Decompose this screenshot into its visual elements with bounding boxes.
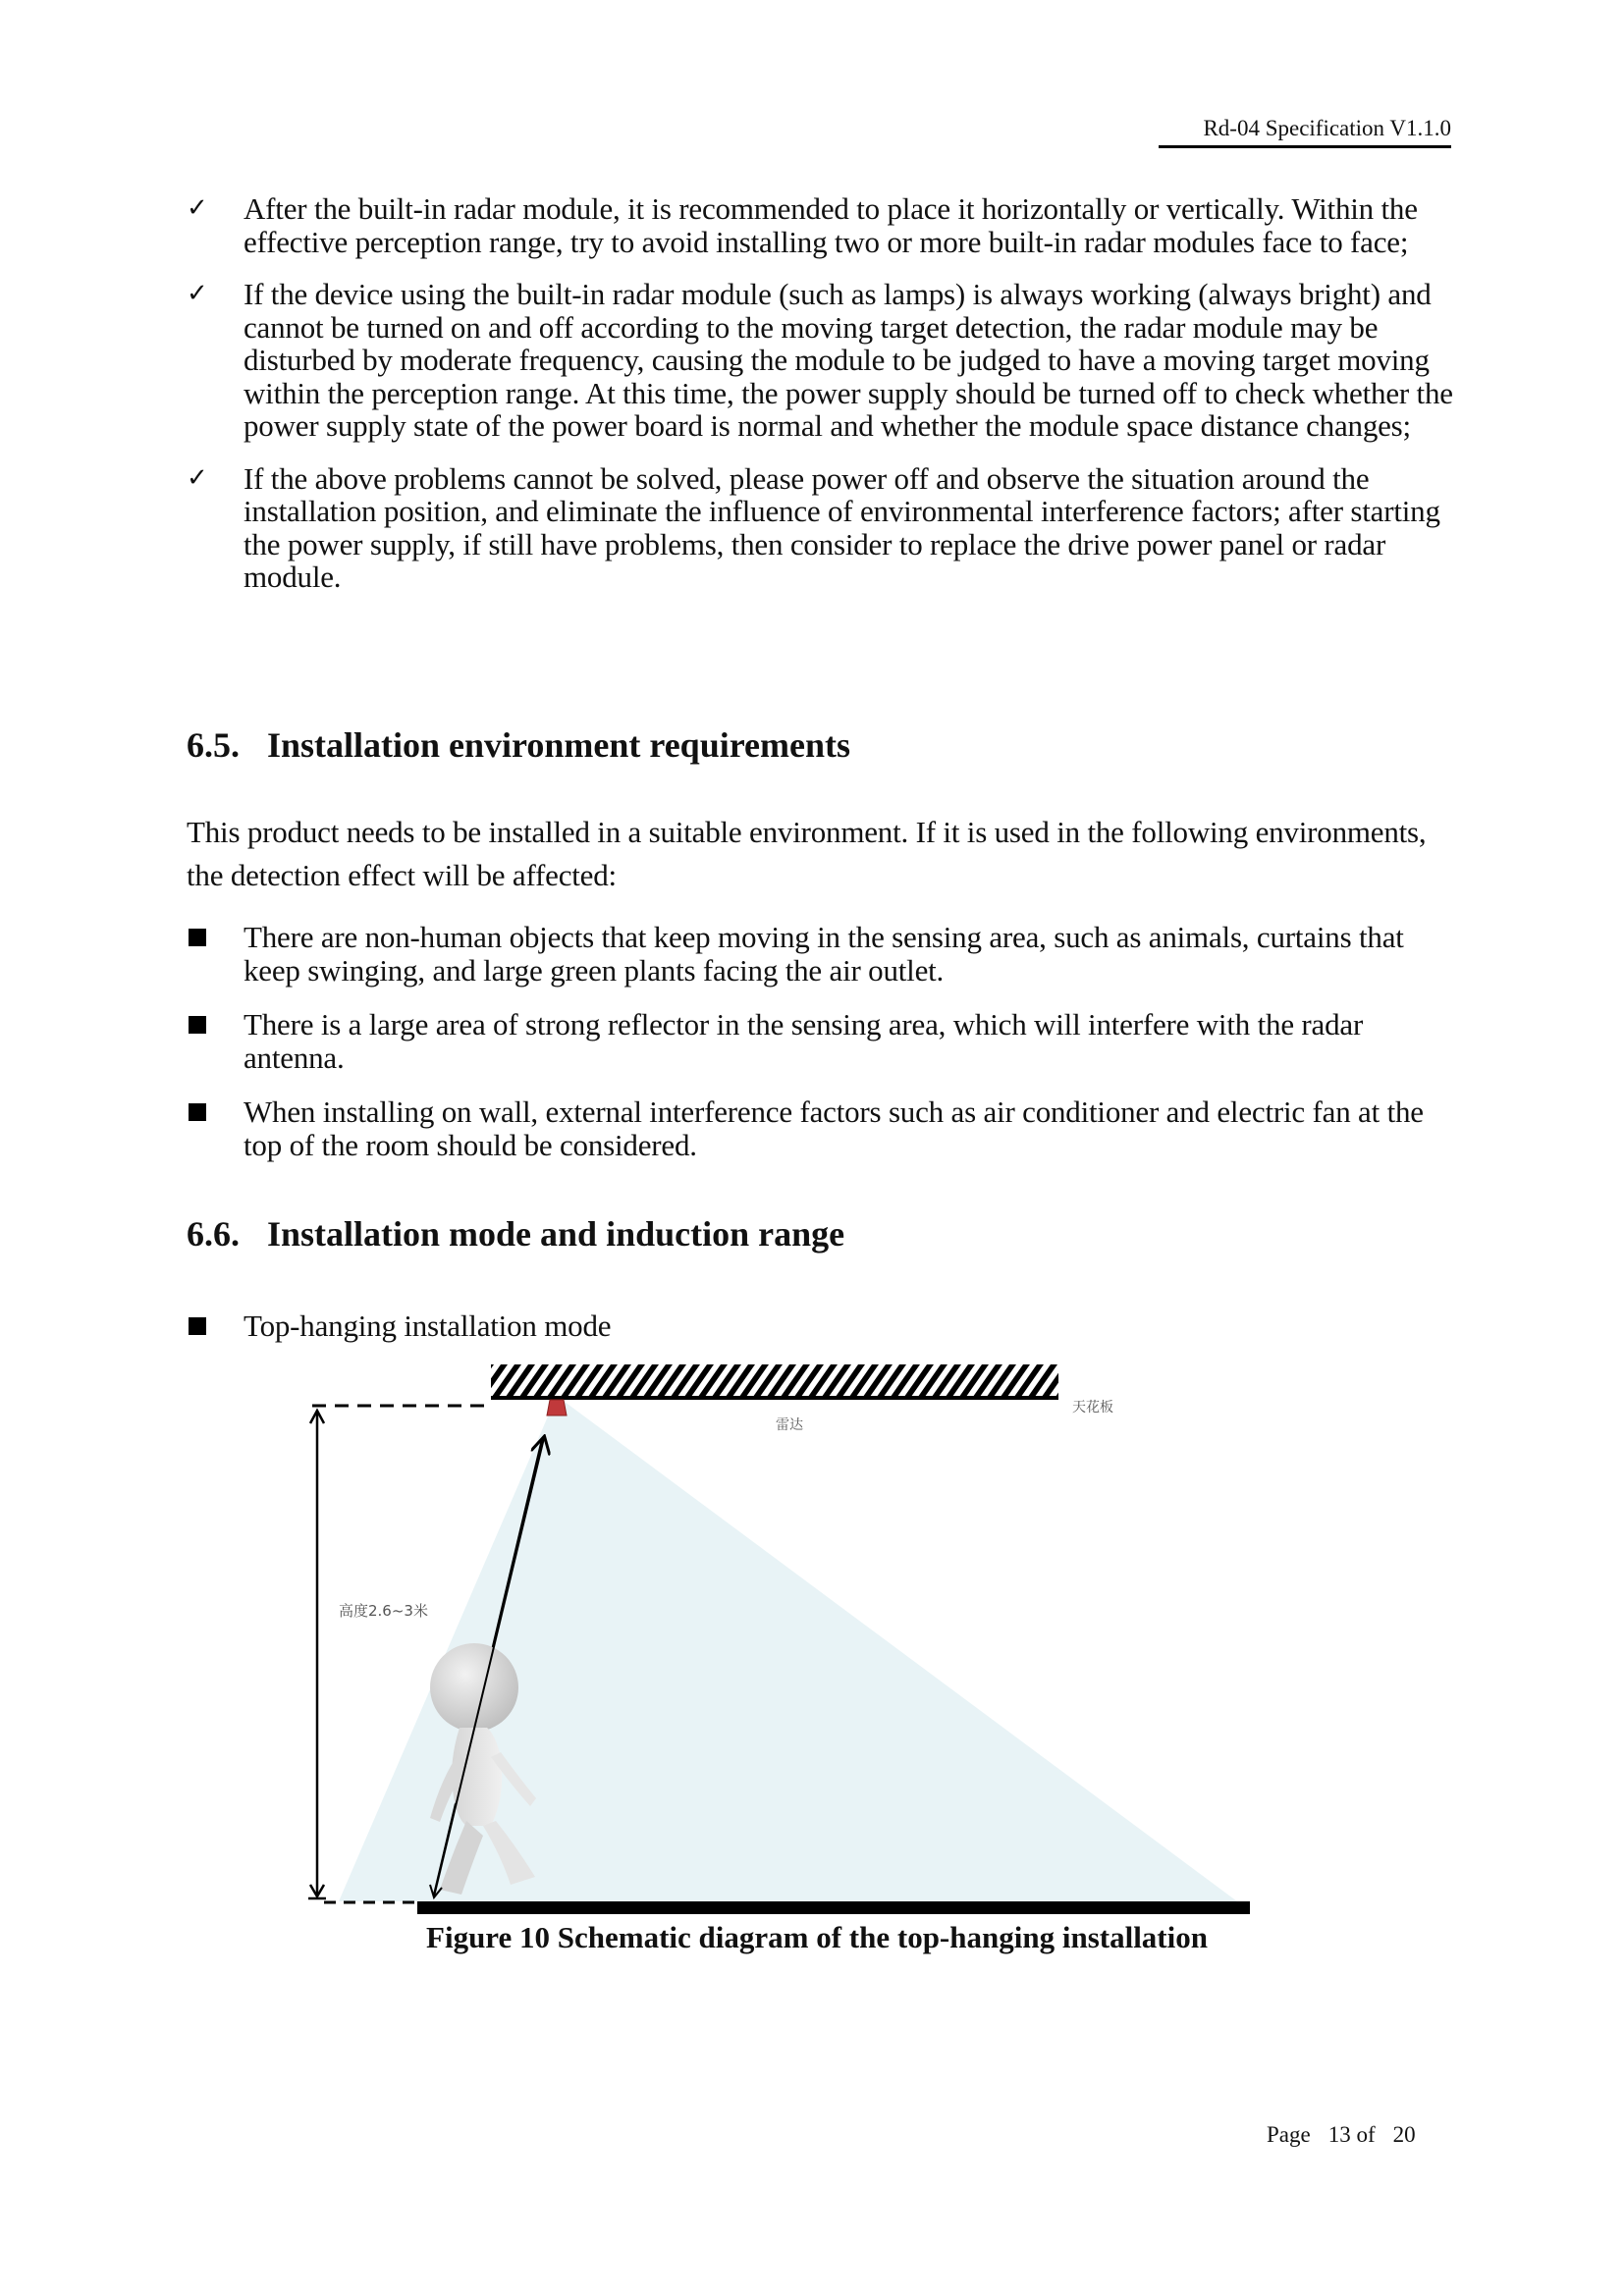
list-item-text: Top-hanging installation mode [244,1308,612,1343]
list-item [187,192,1463,258]
square-bullet-icon [189,1016,206,1034]
list-item-text: If the device using the built-in radar module (such as lamps) is always working (always bright) and cannot be turned on and off according to the moving target detection, the radar module may be disturbed by moderate frequency, causing the module to be judged to have a moving target moving within the perception range. At this time, the power supply should be turned off to check whether the power supply state of the power board is normal and whether the module space distance changes; [244,277,1453,443]
list-item-text: There is a large area of strong reflector in the sensing area, which will interfere with the radar antenna. [244,1007,1364,1075]
list-item [187,278,1463,443]
list-item [187,921,1463,987]
square-bullet-icon [189,1103,206,1121]
page-footer [1267,2122,1416,2148]
diagram-svg [295,1364,1276,1914]
section-heading-6-6 [187,1213,844,1255]
square-bullet-icon [189,929,206,946]
page-label: Page [1267,2122,1311,2147]
checkmark-icon: ✓ [187,462,208,493]
radar-label: 雷达 [776,1417,803,1433]
checkmark-icon: ✓ [187,193,208,223]
installation-diagram [295,1364,1276,1914]
document-header [1159,116,1451,148]
environment-list [187,921,1463,1161]
square-bullet-icon [189,1317,206,1335]
section-title: Installation environment requirements [267,725,851,765]
section-title: Installation mode and induction range [267,1214,845,1254]
height-label: 高度2.6~3米 [339,1602,428,1620]
section-heading-6-5 [187,724,850,766]
list-item-text: When installing on wall, external interference factors such as air conditioner and electric fan at the top of the room should be considered. [244,1095,1424,1162]
list-item-text: There are non-human objects that keep moving in the sensing area, such as animals, curtains that keep swinging, and large green plants facing the air outlet. [244,920,1404,988]
page-total: 20 [1392,2122,1416,2147]
list-item-text: After the built-in radar module, it is recommended to place it horizontally or vertically. Within the effective perception range, try to avoid installing two or more built-in radar modules face to face; [244,191,1418,259]
radar-icon [547,1400,567,1415]
list-item [187,1309,1463,1343]
ceiling-hatch [491,1364,1058,1398]
section-intro: This product needs to be installed in a suitable environment. If it is used in the following environments, the detection effect will be affected: [187,815,1427,892]
section-number: 6.5. [187,725,240,765]
list-item-text: If the above problems cannot be solved, please power off and observe the situation around the installation position, and eliminate the influence of environmental interference factors; after starting the power supply, if still have problems, then consider to replace the drive power panel or radar module. [244,460,1440,594]
figure-caption: Figure 10 Schematic diagram of the top-hanging installation [426,1920,1208,1954]
installation-mode-list [187,1309,1463,1343]
ceiling-label: 天花板 [1072,1400,1113,1415]
list-item [187,1095,1463,1161]
list-item [187,462,1463,594]
section-number: 6.6. [187,1214,240,1254]
checkmark-icon: ✓ [187,279,208,308]
page-current: 13 of [1327,2122,1376,2147]
list-item [187,1008,1463,1074]
doc-title: Rd-04 Specification V1.1.0 [1203,116,1451,140]
check-list [187,192,1463,594]
